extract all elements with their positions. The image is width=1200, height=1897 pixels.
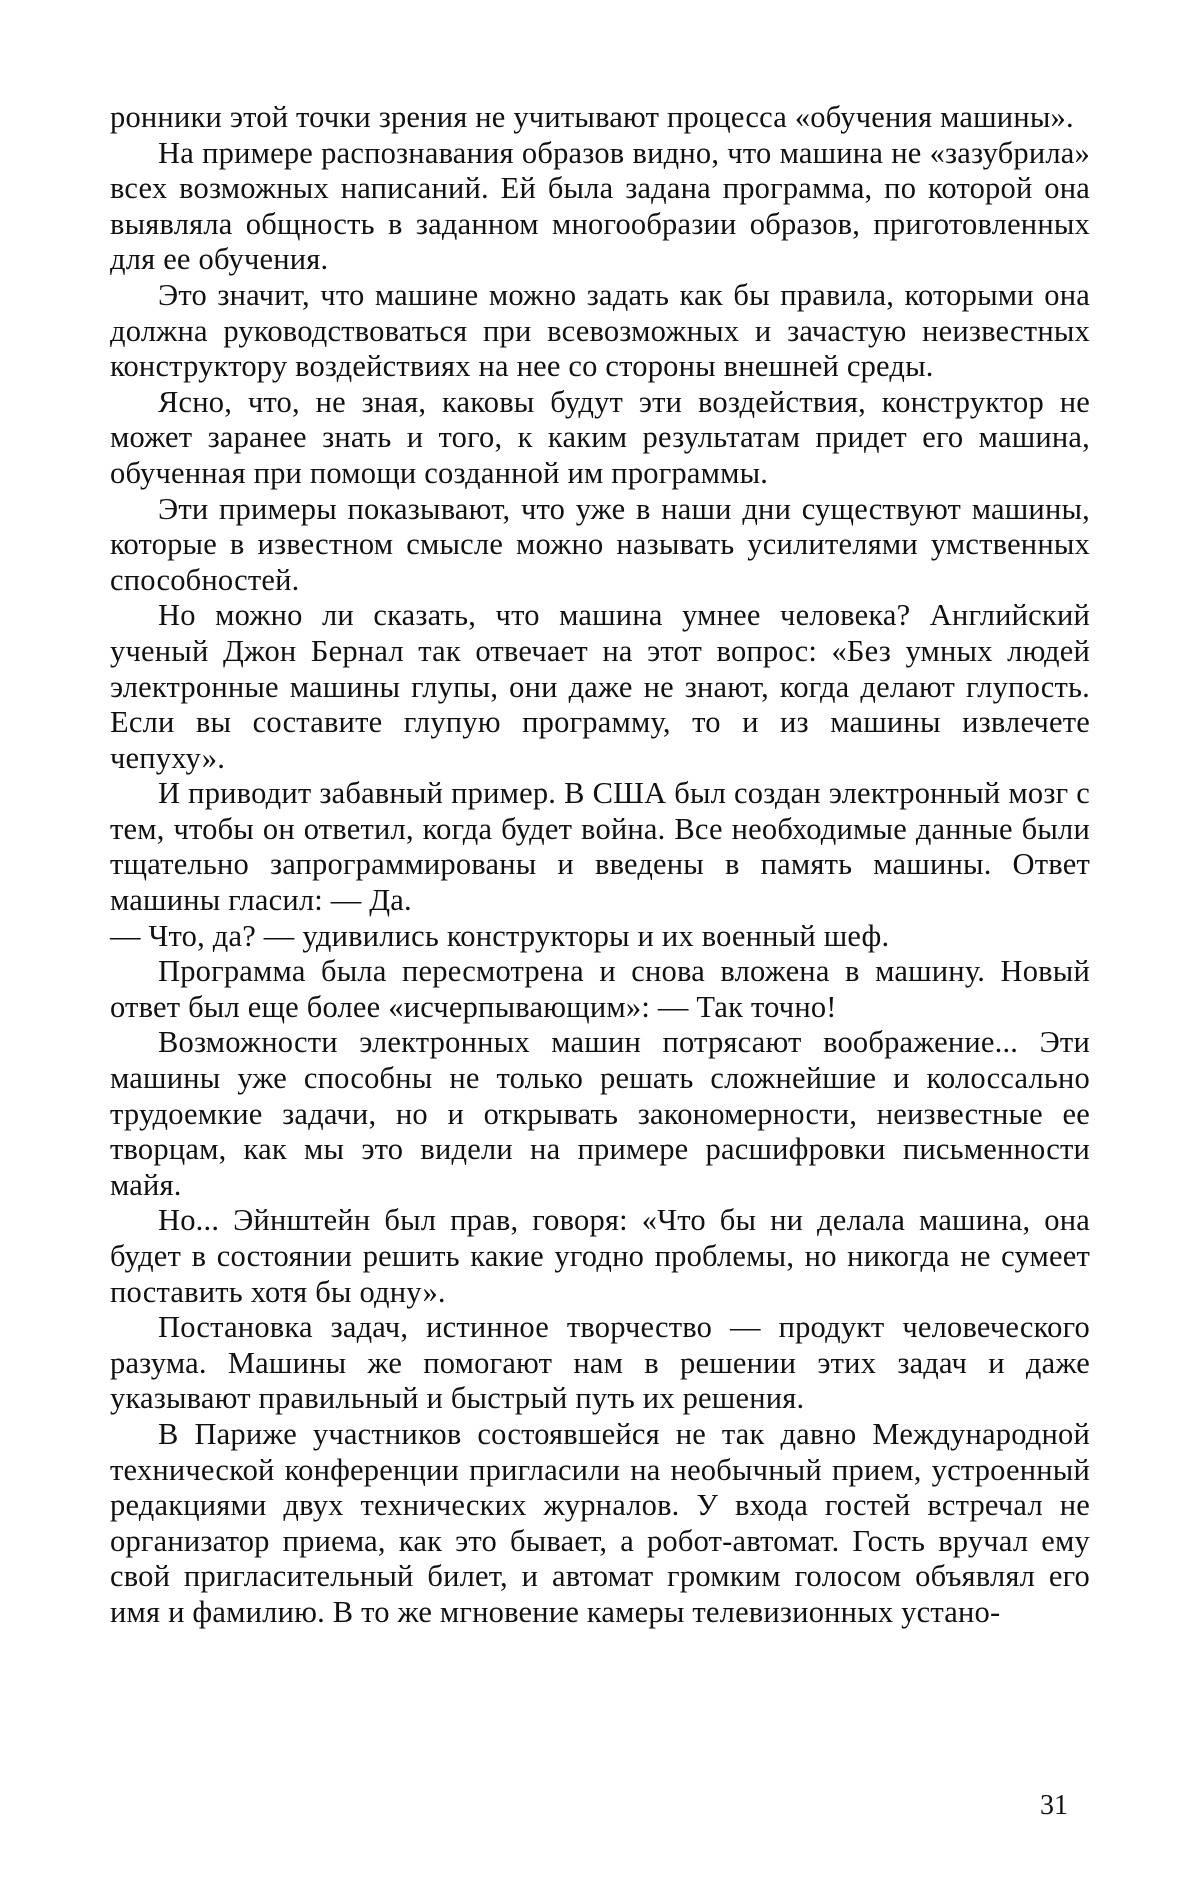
- paragraph-6: Но можно ли сказать, что машина умнее человека? Английский ученый Джон Бернал так отвечает на этот вопрос: «Без умных людей электронные машины глупы, они даже не знают, когда делают глупость. Если вы составите глупую программу, то и из машины извлечете чепуху».: [110, 598, 1090, 775]
- paragraph-12: Постановка задач, истинное творчество — продукт человеческого разума. Машины же помогают нам в решении этих задач и даже указывают правильный и быстрый путь их решения.: [110, 1310, 1090, 1416]
- paragraph-13: В Париже участников состоявшейся не так давно Международной технической конференции пригласили на необычный прием, устроенный редакциями двух технических журналов. У входа гостей встречал не организатор приема, как это бывает, а робот-автомат. Гость вручал ему свой пригласительный билет, и автомат громким голосом объявлял его имя и фамилию. В то же мгновение камеры телевизионных устано-: [110, 1416, 1090, 1629]
- paragraph-1: ронники этой точки зрения не учитывают процесса «обучения машины».: [110, 100, 1074, 134]
- page-body: [110, 100, 1090, 1631]
- paragraph-3: Это значит, что машине можно задать как бы правила, которыми она должна руководствоваться при всевозможных и зачастую неизвестных конструктору воздействиях на нее со стороны внешней среды.: [110, 277, 1090, 384]
- paragraph-10: Возможности электронных машин потрясают воображение... Эти машины уже способны не только решать сложнейшие и колоссально трудоемкие задачи, но и открывать закономерности, неизвестные ее творцам, как мы это видели на примере расшифровки письменности майя.: [110, 1025, 1090, 1202]
- paragraph-8: — Что, да? — удивились конструкторы и их военный шеф.: [110, 918, 890, 953]
- paragraph-11: Но... Эйнштейн был прав, говоря: «Что бы ни делала машина, она будет в состоянии решить какие угодно проблемы, но никогда не сумеет поставить хотя бы одну».: [110, 1203, 1090, 1309]
- paragraph-9: Программа была пересмотрена и снова вложена в машину. Новый ответ был еще более «исчерпывающим»: — Так точно!: [110, 954, 1090, 1024]
- paragraph-7: И приводит забавный пример. В США был создан электронный мозг с тем, чтобы он ответил, когда будет война. Все необходимые данные были тщательно запрограммированы и введены в память машины. Ответ машины гласил: — Да.: [110, 776, 1090, 918]
- page-number: 31: [1040, 1790, 1068, 1821]
- paragraph-5: Эти примеры показывают, что уже в наши дни существуют машины, которые в известном смысле можно называть усилителями умственных способностей.: [110, 491, 1090, 597]
- paragraph-2: На примере распознавания образов видно, что машина не «зазубрила» всех возможных написаний. Ей была задана программа, по которой она выявляла общность в заданном многообразии образов, приготовленных для ее обучения.: [110, 135, 1090, 277]
- paragraph-4: Ясно, что, не зная, каковы будут эти воздействия, конструктор не может заранее знать и того, к каким результатам придет его машина, обученная при помощи созданной им программы.: [110, 384, 1090, 490]
